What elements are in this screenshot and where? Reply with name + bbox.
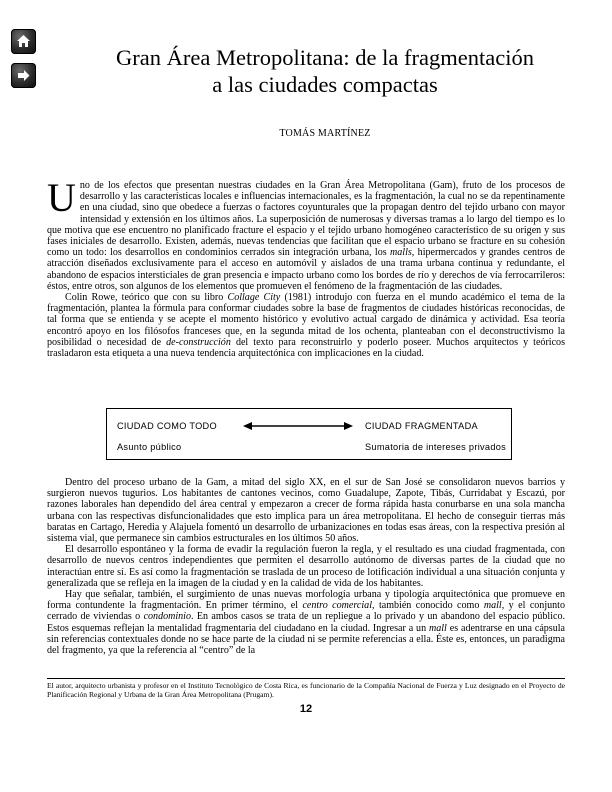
author-footnote: El autor, arquitecto urbanista y profesor en el Instituto Tecnológico de Costa Rica, es funcionario de la Compañía Nacional de Fuerza y Luz designado en el Proyecto de Planificación Regional y Urbana de la Gran Área Metropolitana (Prugam). (47, 681, 565, 699)
double-arrow-icon (243, 421, 353, 431)
next-page-button[interactable] (11, 63, 36, 88)
diagram-right-heading: CIUDAD FRAGMENTADA (365, 421, 478, 431)
article-body-bottom (47, 477, 565, 656)
home-icon (15, 33, 32, 50)
page-title (70, 44, 580, 98)
title-line-1: Gran Área Metropolitana: de la fragmentación (116, 45, 534, 70)
diagram-left-heading: CIUDAD COMO TODO (117, 421, 217, 431)
concept-diagram (106, 408, 512, 460)
home-button[interactable] (11, 29, 36, 54)
paragraph-4: El desarrollo espontáneo y la forma de evadir la regulación fueron la regla, y el resultado es una ciudad fragmentada, con desarrollo de nuevos centros independientes que permiten el desarrollo autónomo de diversas partes de la ciudad que no interactúan entre sí. Es así como la fragmentación se traslada de un proceso de lotificación individual a una situación conjunta y generalizada que se refleja en la imagen de la ciudad y en la calidad de vida de los habitantes. (47, 544, 565, 589)
title-line-2: a las ciudades compactas (212, 72, 438, 97)
diagram-left-caption: Asunto público (117, 442, 182, 452)
footnote-divider (47, 678, 565, 679)
author-name: TOMÁS MARTÍNEZ (279, 128, 371, 139)
article-body-top (47, 175, 565, 360)
paragraph-2: Colin Rowe, teórico que con su libro Collage City (1981) introdujo con fuerza en el mundo académico el tema de la fragmentación, plantea la fórmula para conformar ciudades sobre la base de fragmentos de ciudades históricas reconocidas, de tal forma que se entienda y se acepte el momento histórico y evolutivo actual cargado de dinámica y actividad. Esa teoría encontró apoyo en los filósofos franceses que, en la segunda mitad de los ochenta, planteaban con el deconstructivismo la posibilidad o necesidad de de-construcción del texto para reconstruirlo y poderlo poseer. Muchos arquitectos y teóricos trasladaron esta etiqueta a una nueva tendencia arquitectónica con implicaciones en la ciudad. (47, 292, 565, 360)
drop-cap: U (47, 175, 76, 220)
paragraph-1: Uno de los efectos que presentan nuestras ciudades en la Gran Área Metropolitana (Gam), fruto de los procesos de desarrollo y las características locales e influencias internacionales, es la fragmentación, la cual no se da repentinamente en una ciudad, sino que obedece a fuerzas o factores coyunturales que la propagan dentro del tejido urbano con mayor intensidad y extensión en los últimos años. La superposición de numerosas y diversas tramas a lo largo del tiempo es lo que motiva que ese encuentro no planificado fracture el espacio y el tejido urbano homogéneo característico de su origen y sus fases iniciales de desarrollo. Existen, además, nuevas tendencias que facilitan que el espacio urbano se fracture en su cohesión como un todo: los desarrollos en condominios cerrados sin integración urbana, los malls, hipermercados y grandes centros de atracción diseñados exclusivamente para el acceso en automóvil y aislados de una trama urbana continua y redundante, el abandono de espacios intersticiales de gran presencia e impacto urbano como los bordes de río y derechos de vía ferrocarrileros: éstos, entre otros, son algunos de los elementos que promueven el fenómeno de la fragmentación de las ciudades. (47, 175, 565, 292)
paragraph-3: Dentro del proceso urbano de la Gam, a mitad del siglo XX, en el sur de San José se consolidaron nuevos barrios y surgieron nuevos tugurios. Los habitantes de cantones vecinos, como Guadalupe, Zapote, Tibás, Curridabat y Escazú, por razones laborales han dependido del área central y empezaron a crecer de forma rápida hasta conurbarse en una sola mancha urbana con las respectivas disfuncionalidades que esto implica para un área metropolitana. El hecho de conseguir tierras más baratas en Cartago, Heredia y Alajuela fomentó un desarrollo de urbanizaciones en todas esas áreas, con la respectiva presión al sistema vial, que permanece sin cambios estructurales en los últimos 50 años. (47, 477, 565, 545)
diagram-right-caption: Sumatoria de intereses privados (365, 442, 507, 452)
arrow-right-icon (15, 67, 32, 84)
page-number: 12 (299, 703, 313, 715)
paragraph-5: Hay que señalar, también, el surgimiento de unas nuevas morfología urbana y tipología arquitectónica que promueve en forma contundente la fragmentación. En primer término, el centro comercial, también conocido como mall, y el conjunto cerrado de viviendas o condominio. En ambos casos se trata de un repliegue a lo privado y un abandono del espacio público. Estos esquemas reflejan la mentalidad fragmentaria del ciudadano en la ciudad. Ingresar a un mall es adentrarse en una cápsula sin referencias contextuales donde no se hace parte de la ciudad ni se permite referencias a ella. Éste es, entonces, un paradigma del fragmento, ya que la referencia al “centro” de la (47, 589, 565, 657)
